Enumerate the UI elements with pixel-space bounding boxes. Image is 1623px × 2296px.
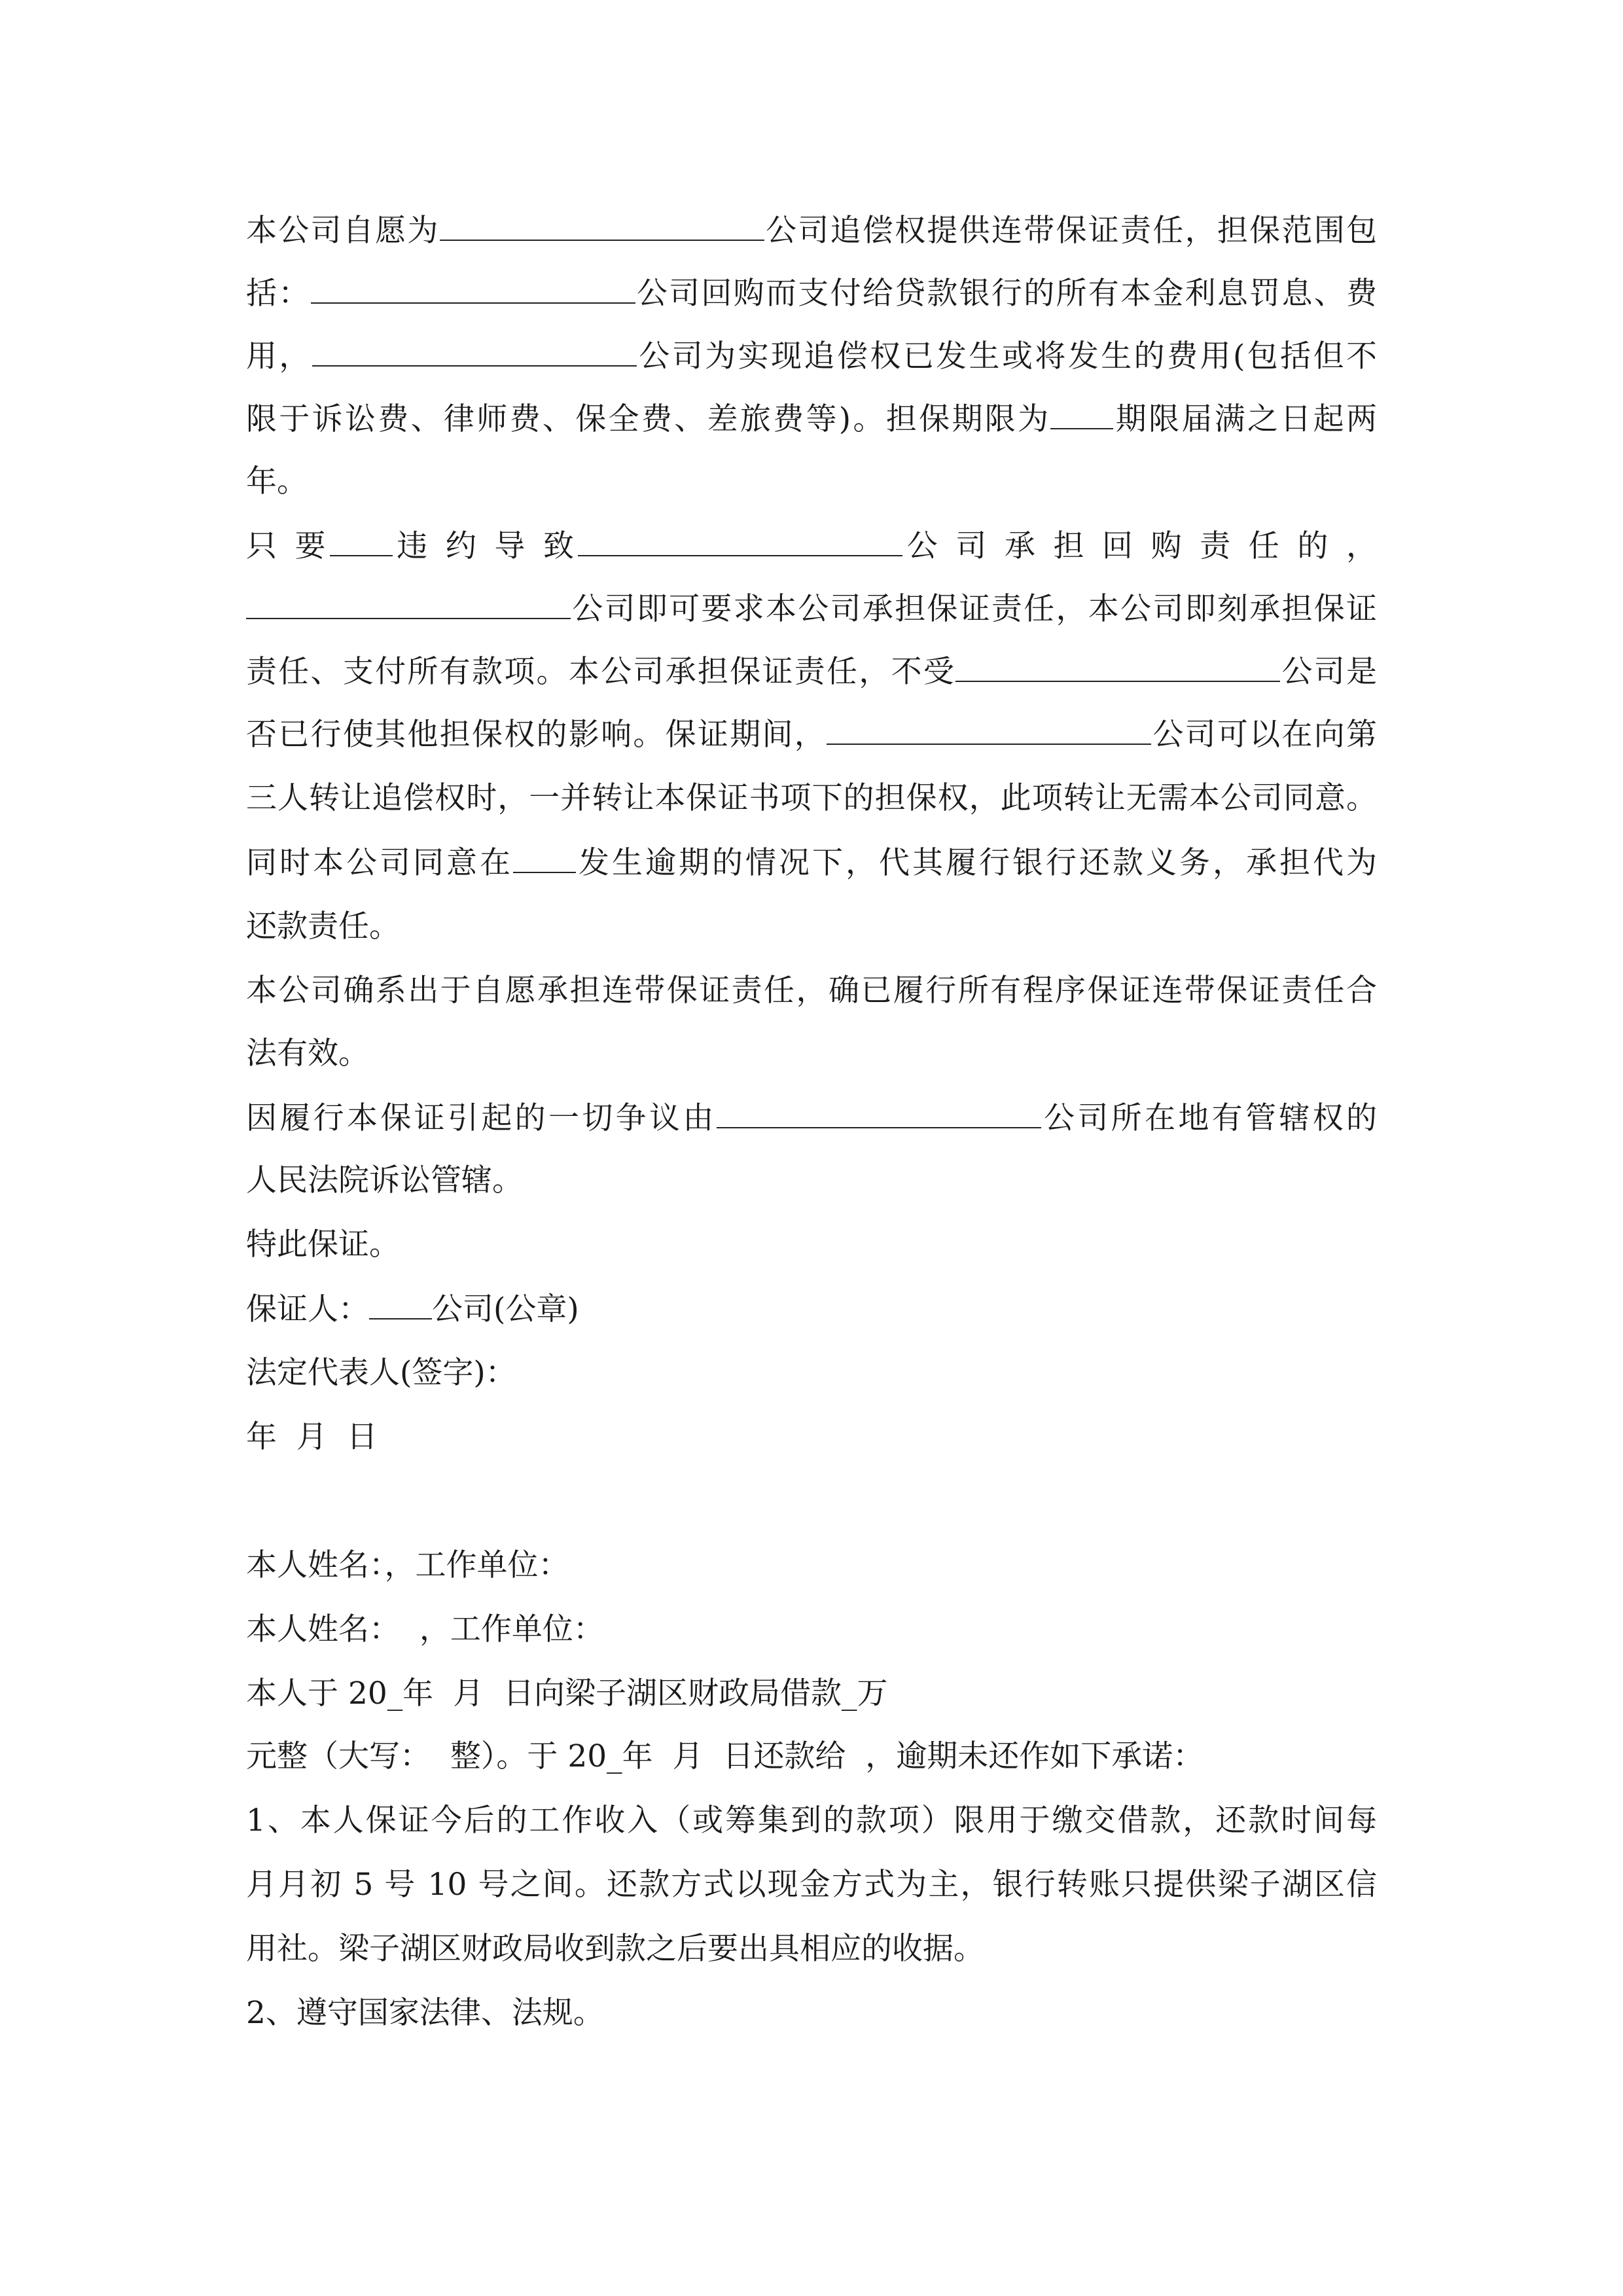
text-segment: 公司所在地有管辖权的 xyxy=(1041,1100,1378,1136)
p1-line-3 xyxy=(246,336,1377,376)
date-line xyxy=(246,1418,378,1457)
text-segment: 元整（大写： 整）。于 20_年 月 日还款给 ，逾期未还作如下承诺： xyxy=(246,1738,1204,1774)
pledge-name-line-1 xyxy=(246,1546,569,1585)
text-segment: 同时本公司同意在 xyxy=(246,845,513,881)
blank-field[interactable] xyxy=(330,526,393,556)
blank-field[interactable] xyxy=(312,336,637,367)
text-segment: 1、本人保证今后的工作收入（或筹集到的款项）限用于缴交借款，还款时间每 xyxy=(246,1803,1377,1839)
blank-field[interactable] xyxy=(578,526,902,556)
text-segment: 2、遵守国家法律、法规。 xyxy=(246,1995,604,2031)
text-segment: 本人姓名：，工作单位： xyxy=(246,1547,569,1583)
text-segment: 违 约 导 致 xyxy=(392,528,579,564)
p2-line-4 xyxy=(246,715,1377,755)
text-segment: 限于诉讼费、律师费、保全费、差旅费等)。担保期限为 xyxy=(246,401,1051,437)
blank-field[interactable] xyxy=(1050,399,1113,429)
text-segment: 只 要 xyxy=(246,528,330,564)
legal-rep-line xyxy=(246,1354,516,1393)
blank-field[interactable] xyxy=(246,589,571,619)
text-segment: 公司为实现追偿权已发生或将发生的费用(包括但不 xyxy=(636,338,1377,374)
text-segment: 公司(公章) xyxy=(432,1291,579,1327)
blank-field[interactable] xyxy=(513,843,576,873)
pledge-item-2 xyxy=(246,1994,604,2033)
text-segment: 人民法院诉讼管辖。 xyxy=(246,1162,523,1198)
p2-line-6 xyxy=(246,843,1377,883)
p1-line-4 xyxy=(246,399,1377,439)
text-segment: 三人转让追偿权时，一并转让本保证书项下的担保权，此项转让无需本公司同意。 xyxy=(246,780,1377,816)
p2-line-2 xyxy=(246,589,1377,629)
text-segment: 法有效。 xyxy=(246,1035,369,1071)
blank-field[interactable] xyxy=(440,211,764,241)
text-segment: 本人姓名： ，工作单位： xyxy=(246,1611,604,1647)
text-segment: 月月初 5 号 10 号之间。还款方式以现金方式为主，银行转账只提供梁子湖区信 xyxy=(246,1867,1377,1903)
text-segment: 因履行本保证引起的一切争议由 xyxy=(246,1100,717,1136)
pledge-name-line-2 xyxy=(246,1610,604,1649)
blank-field[interactable] xyxy=(717,1098,1041,1128)
text-segment: 本公司自愿为 xyxy=(246,213,440,249)
text-segment: 法定代表人(签字)： xyxy=(246,1355,516,1391)
text-segment: 公司追偿权提供连带保证责任，担保范围包 xyxy=(764,213,1378,249)
text-segment: 年 月 日 xyxy=(246,1419,378,1455)
p1-line-1 xyxy=(246,211,1377,251)
pledge-item-1-line-2 xyxy=(246,1865,1377,1905)
p1-line-2 xyxy=(246,274,1377,314)
blank-field[interactable] xyxy=(369,1289,432,1319)
p2-line-7 xyxy=(246,907,400,946)
pledge-item-1-line-1 xyxy=(246,1801,1377,1840)
text-segment: 括： xyxy=(246,276,311,312)
pledge-loan-line-1 xyxy=(246,1674,888,1713)
text-segment: 公司回购而支付给贷款银行的所有本金利息罚息、费 xyxy=(635,276,1378,312)
text-segment: 责任、支付所有款项。本公司承担保证责任，不受 xyxy=(246,654,956,690)
text-segment: 公司即可要求本公司承担保证责任，本公司即刻承担保证 xyxy=(571,591,1377,627)
text-segment: 否已行使其他担保权的影响。保证期间， xyxy=(246,717,827,753)
text-segment: 本人于 20_年 月 日向梁子湖区财政局借款_万 xyxy=(246,1676,888,1712)
text-segment: 期限届满之日起两 xyxy=(1113,401,1378,437)
pledge-item-1-line-3 xyxy=(246,1929,984,1969)
text-segment: 年。 xyxy=(246,463,308,499)
text-segment: 本公司确系出于自愿承担连带保证责任，确已履行所有程序保证连带保证责任合 xyxy=(246,973,1377,1009)
closing-text xyxy=(246,1225,400,1265)
text-segment: 用社。梁子湖区财政局收到款之后要出具相应的收据。 xyxy=(246,1931,984,1967)
text-segment: 公 司 承 担 回 购 责 任 的 ， xyxy=(902,528,1377,564)
text-segment: 公司可以在向第 xyxy=(1151,717,1378,753)
blank-field[interactable] xyxy=(827,715,1151,745)
pledge-loan-line-2 xyxy=(246,1737,1204,1776)
blank-field[interactable] xyxy=(955,652,1280,682)
p3-line-2 xyxy=(246,1034,369,1073)
guarantor-line xyxy=(246,1289,579,1329)
text-segment: 公司是 xyxy=(1280,654,1378,690)
text-segment: 用， xyxy=(246,338,312,374)
text-segment: 保证人： xyxy=(246,1291,369,1327)
p1-line-5 xyxy=(246,462,308,501)
p3-line-1 xyxy=(246,971,1377,1011)
blank-field[interactable] xyxy=(311,274,635,304)
p4-line-1 xyxy=(246,1098,1377,1138)
text-segment: 还款责任。 xyxy=(246,908,400,944)
text-segment: 特此保证。 xyxy=(246,1227,400,1263)
text-segment: 发生逾期的情况下，代其履行银行还款义务，承担代为 xyxy=(576,845,1377,881)
p2-line-5 xyxy=(246,779,1377,818)
p2-line-3 xyxy=(246,652,1377,692)
p2-line-1 xyxy=(246,526,1377,566)
p4-line-2 xyxy=(246,1161,523,1200)
